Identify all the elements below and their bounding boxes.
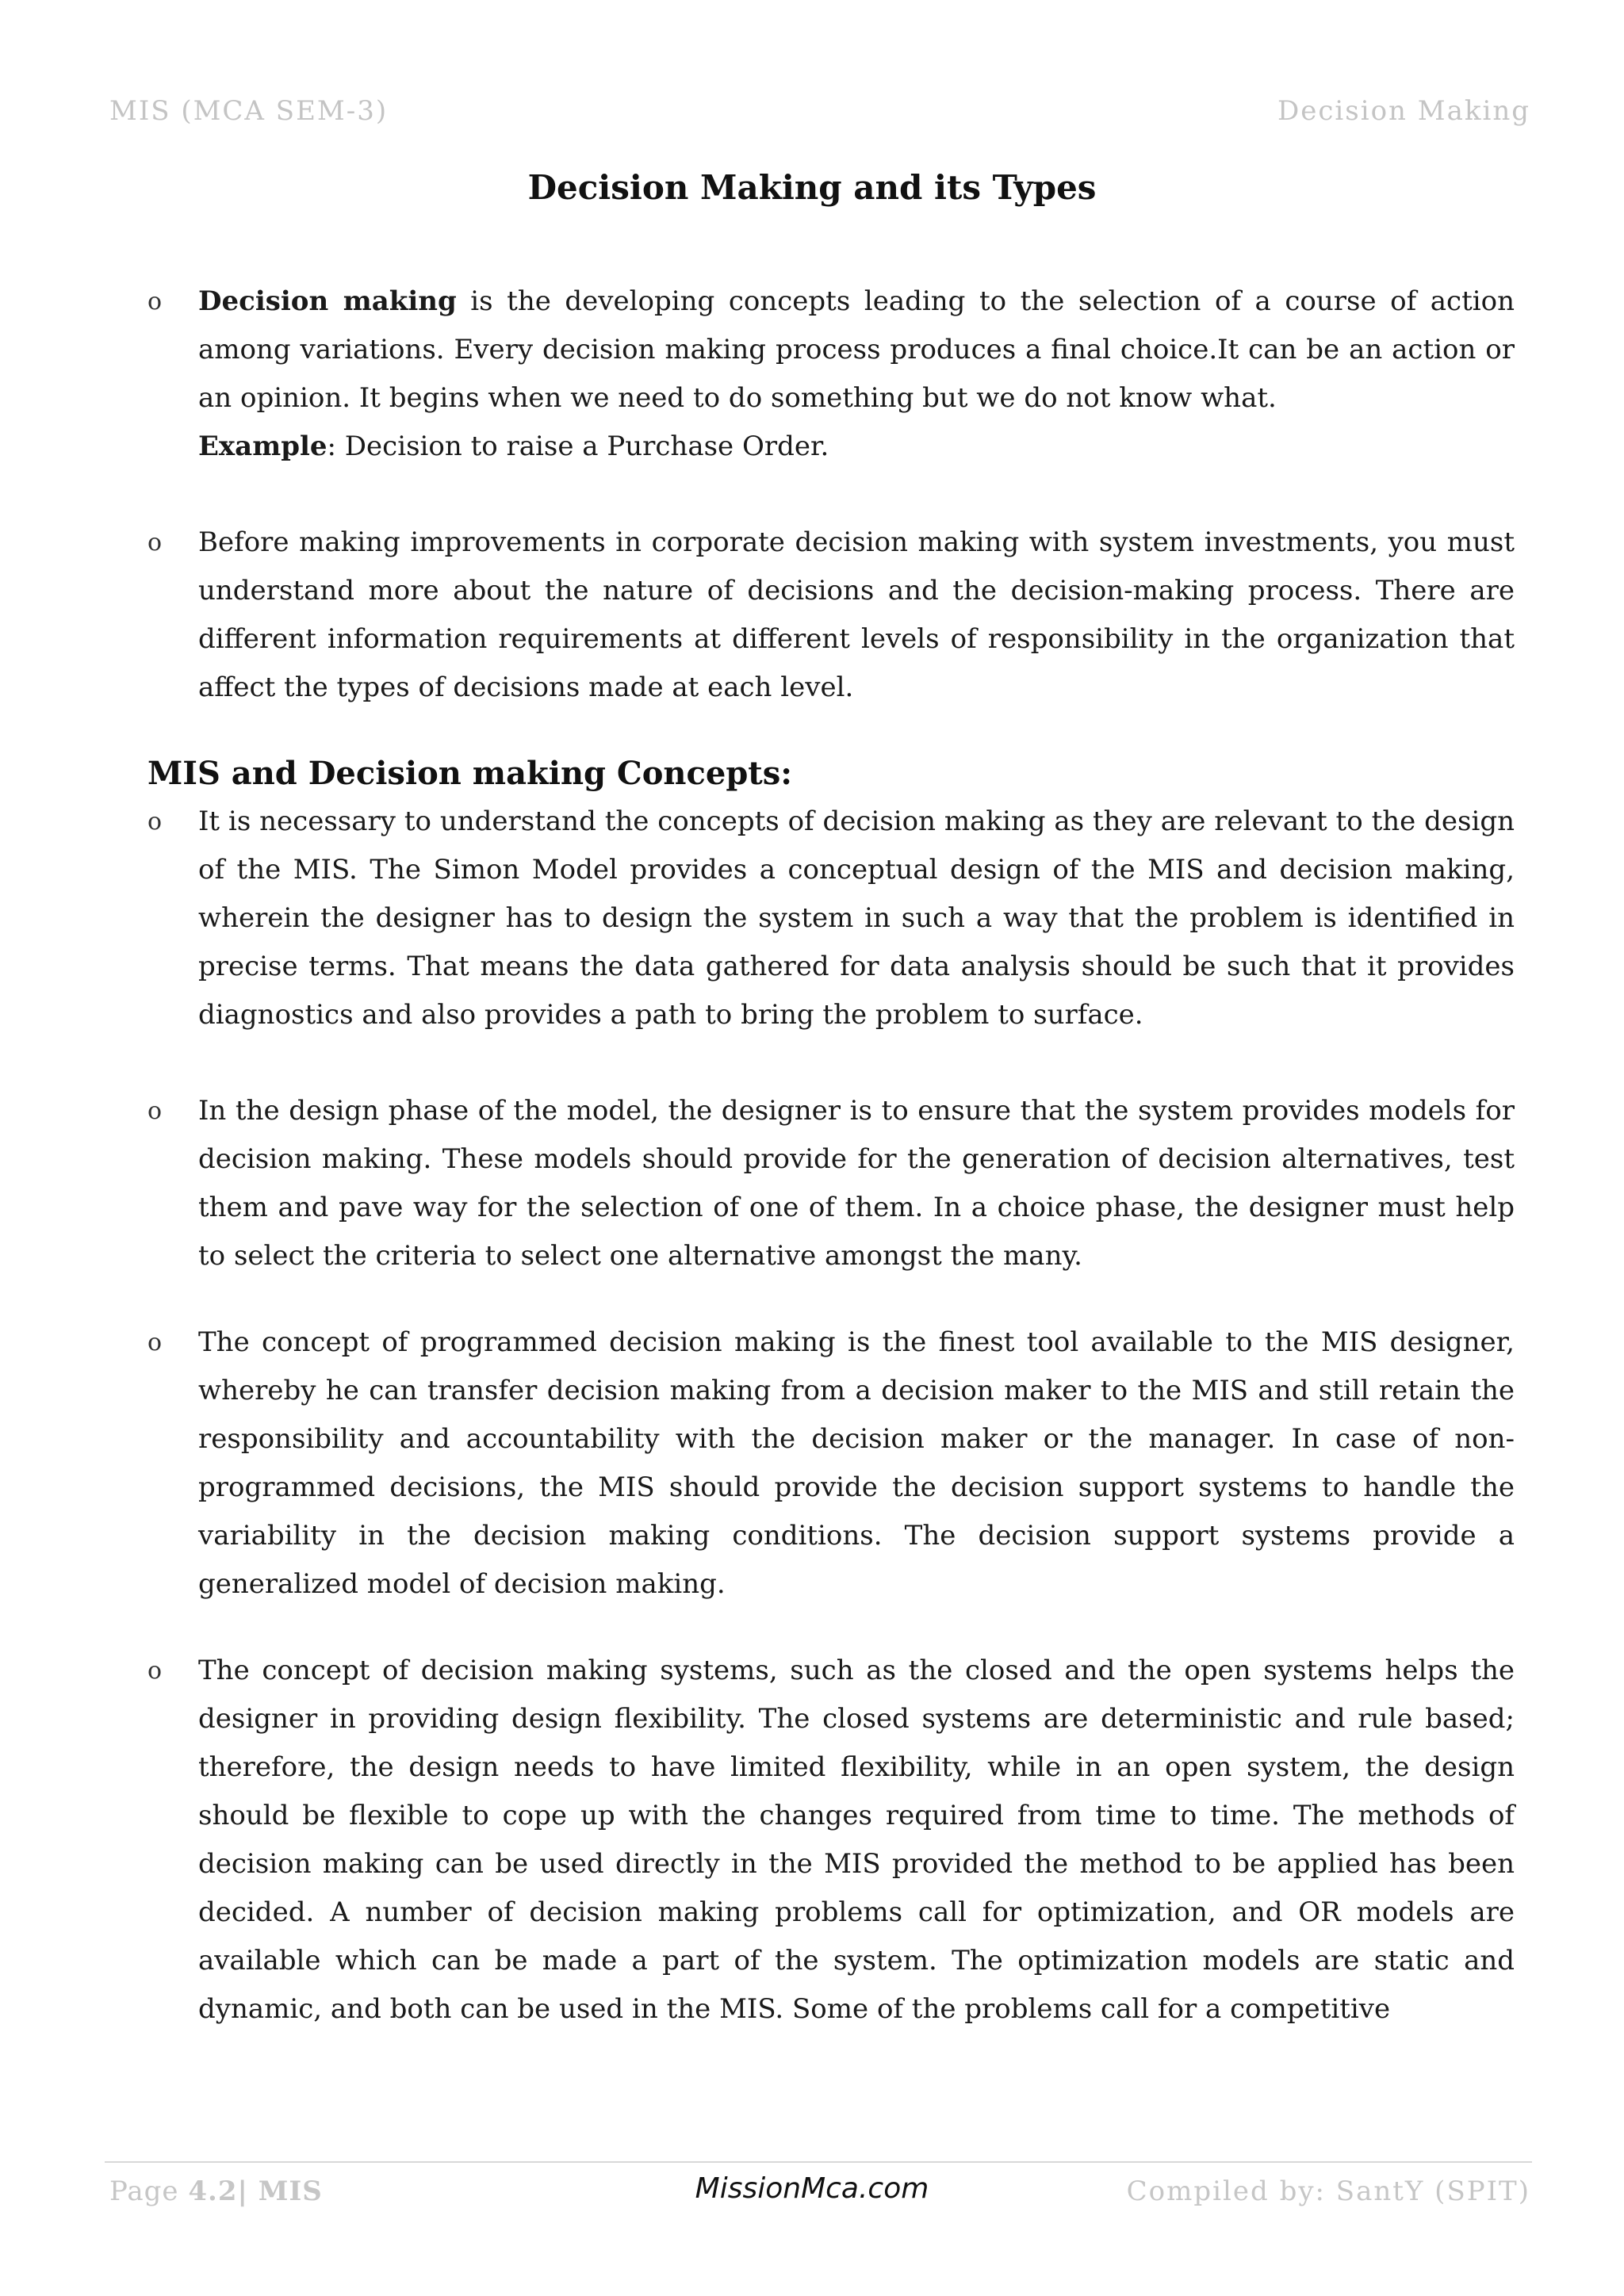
section-bullet-decision-systems — [147, 1647, 1515, 2034]
bullet-marker: o — [147, 1329, 163, 1357]
bullet-marker: o — [147, 1097, 163, 1125]
paragraph-text: Before making improvements in corporate decision making with system investments, you must understand more about the nature of decisions and the decision-making process. There are different information requirements at different levels of responsibility in the organization that affect the types of decisions made at each level. — [198, 526, 1515, 703]
intro-bullet-improvements — [147, 519, 1515, 712]
section-bullet-programmed-decisions — [147, 1318, 1515, 1609]
footer-logo: MissionMca.com — [695, 2172, 929, 2205]
definition-text: is the developing concepts leading to the selection of a course of action among variations. Every decision making process produces a final choice.It can be an action or an opinion. It begins when we need to do something but we do not know what. — [198, 285, 1515, 414]
footer-page-label: Page — [109, 2175, 189, 2207]
running-header-right: Decision Making — [1277, 95, 1530, 127]
paragraph-text: It is necessary to understand the concepts of decision making as they are relevant to the design of the MIS. The Simon Model provides a conceptual design of the MIS and decision making, wherein the designer has to design the system in such a way that the problem is identified in precise terms. That means the data gathered for data analysis should be such that it provides diagnostics and also provides a path to bring the problem to surface. — [198, 806, 1515, 1031]
document-body — [147, 277, 1515, 2034]
paragraph-text: In the design phase of the model, the designer is to ensure that the system provides models for decision making. These models should provide for the generation of decision alternatives, test them and pave way for the selection of one of them. In a choice phase, the designer must help to select the criteria to select one alternative amongst the many. — [198, 1095, 1515, 1272]
definition-term: Decision making — [198, 285, 457, 317]
bullet-marker: o — [147, 529, 163, 557]
running-header-left: MIS (MCA SEM-3) — [109, 95, 389, 127]
bullet-marker: o — [147, 1657, 163, 1685]
bullet-marker: o — [147, 808, 163, 836]
example-text: : Decision to raise a Purchase Order. — [327, 430, 829, 462]
page-title: Decision Making and its Types — [527, 168, 1097, 207]
footer-page-number: 4.2 — [188, 2175, 238, 2207]
example-label: Example — [198, 430, 327, 462]
section-heading: MIS and Decision making Concepts: — [147, 755, 793, 792]
footer-credit: Compiled by: SantY (SPIT) — [1126, 2175, 1530, 2207]
footer-separator: | — [237, 2175, 259, 2207]
paragraph-text: The concept of programmed decision making is the finest tool available to the MIS designer, whereby he can transfer decision making from a decision maker to the MIS and still retain the responsibility and accountability with the decision maker or the manager. In case of non-programmed decisions, the MIS should provide the decision support systems to handle the variability in the decision making conditions. The decision support systems provide a generalized model of decision making. — [198, 1326, 1515, 1600]
section-bullet-design-phase — [147, 1087, 1515, 1280]
paragraph-text: The concept of decision making systems, such as the closed and the open systems helps the designer in providing design flexibility. The closed systems are deterministic and rule based; therefore, the design needs to have limited flexibility, while in an open system, the design should be flexible to cope up with the changes required from time to time. The methods of decision making can be used directly in the MIS provided the method to be applied has been decided. A number of decision making problems call for optimization, and OR models are available which can be made a part of the system. The optimization models are static and dynamic, and both can be used in the MIS. Some of the problems call for a competitive — [198, 1655, 1515, 2025]
intro-bullet-definition — [147, 277, 1515, 471]
footer-subject: MIS — [258, 2175, 323, 2207]
footer-divider — [105, 2161, 1532, 2163]
bullet-marker: o — [147, 288, 163, 316]
section-bullet-simon-model — [147, 798, 1515, 1039]
